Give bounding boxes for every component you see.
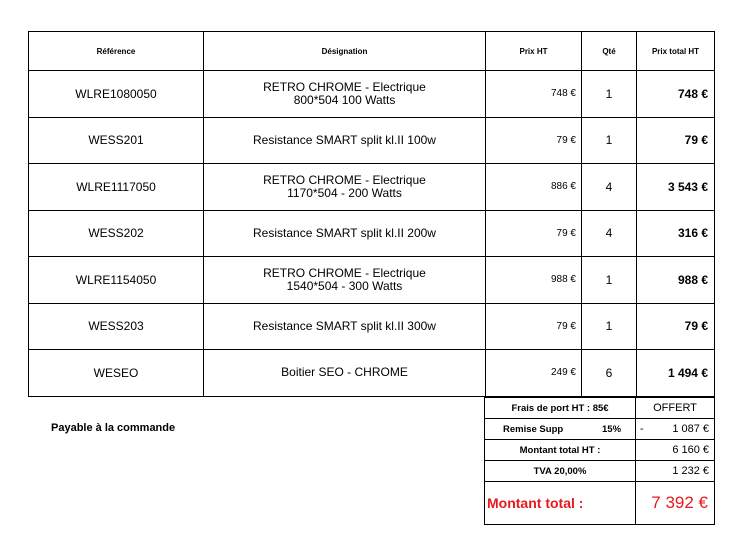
cell-reference: WLRE1080050 [29, 71, 204, 118]
table-row [29, 164, 715, 211]
cell-reference: WESS202 [29, 210, 204, 257]
cell-unit-price: 748 € [486, 71, 582, 118]
cell-reference: WESS203 [29, 303, 204, 350]
cell-total: 1 494 € [637, 350, 715, 397]
cell-unit-price: 79 € [486, 210, 582, 257]
table-row [29, 210, 715, 257]
cell-designation: Boitier SEO - CHROME [204, 350, 486, 397]
header-total-price: Prix total HT [637, 32, 715, 71]
cell-total: 79 € [637, 117, 715, 164]
vat-label: TVA 20,00% [485, 461, 636, 482]
header-quantity: Qté [582, 32, 637, 71]
cell-designation: Resistance SMART split kl.II 300w [204, 303, 486, 350]
cell-total: 3 543 € [637, 164, 715, 211]
cell-total: 79 € [637, 303, 715, 350]
discount-sign: - [640, 423, 644, 435]
discount-value-cell [636, 419, 715, 440]
subtotal-label: Montant total HT : [485, 440, 636, 461]
cell-designation: RETRO CHROME - Electrique 1170*504 - 200 Watts [204, 164, 486, 211]
cell-designation: RETRO CHROME - Electrique 800*504 100 Watts [204, 71, 486, 118]
discount-label: Remise Supp [503, 423, 564, 435]
header-reference: Référence [29, 32, 204, 71]
items-table [28, 31, 715, 397]
cell-unit-price: 79 € [486, 117, 582, 164]
shipping-value: OFFERT [636, 398, 715, 419]
cell-unit-price: 886 € [486, 164, 582, 211]
grand-total-label: Montant total : [485, 482, 636, 525]
vat-row [485, 461, 715, 482]
table-header-row [29, 32, 715, 71]
cell-quantity: 6 [582, 350, 637, 397]
cell-quantity: 4 [582, 164, 637, 211]
cell-quantity: 1 [582, 257, 637, 304]
cell-reference: WESS201 [29, 117, 204, 164]
cell-unit-price: 249 € [486, 350, 582, 397]
cell-reference: WLRE1154050 [29, 257, 204, 304]
shipping-row [485, 398, 715, 419]
subtotal-row [485, 440, 715, 461]
payment-note: Payable à la commande [51, 422, 176, 434]
cell-reference: WESEO [29, 350, 204, 397]
cell-designation: Resistance SMART split kl.II 200w [204, 210, 486, 257]
cell-quantity: 1 [582, 71, 637, 118]
cell-total: 748 € [637, 71, 715, 118]
totals-table [484, 397, 715, 525]
discount-row [485, 419, 715, 440]
table-row [29, 117, 715, 164]
table-row [29, 303, 715, 350]
vat-value: 1 232 € [636, 461, 715, 482]
cell-total: 988 € [637, 257, 715, 304]
table-row [29, 257, 715, 304]
table-row [29, 350, 715, 397]
cell-designation: RETRO CHROME - Electrique 1540*504 - 300 Watts [204, 257, 486, 304]
header-unit-price: Prix HT [486, 32, 582, 71]
table-row [29, 71, 715, 118]
cell-unit-price: 988 € [486, 257, 582, 304]
header-designation: Désignation [204, 32, 486, 71]
discount-percent: 15% [602, 423, 622, 435]
cell-quantity: 1 [582, 117, 637, 164]
cell-designation: Resistance SMART split kl.II 100w [204, 117, 486, 164]
cell-quantity: 4 [582, 210, 637, 257]
grand-total-row [485, 482, 715, 525]
shipping-label: Frais de port HT : 85€ [485, 398, 636, 419]
grand-total-value: 7 392 € [636, 482, 715, 525]
cell-reference: WLRE1117050 [29, 164, 204, 211]
cell-unit-price: 79 € [486, 303, 582, 350]
subtotal-value: 6 160 € [636, 440, 715, 461]
cell-quantity: 1 [582, 303, 637, 350]
cell-total: 316 € [637, 210, 715, 257]
discount-label-cell [485, 419, 636, 440]
discount-value: 1 087 € [672, 423, 710, 435]
